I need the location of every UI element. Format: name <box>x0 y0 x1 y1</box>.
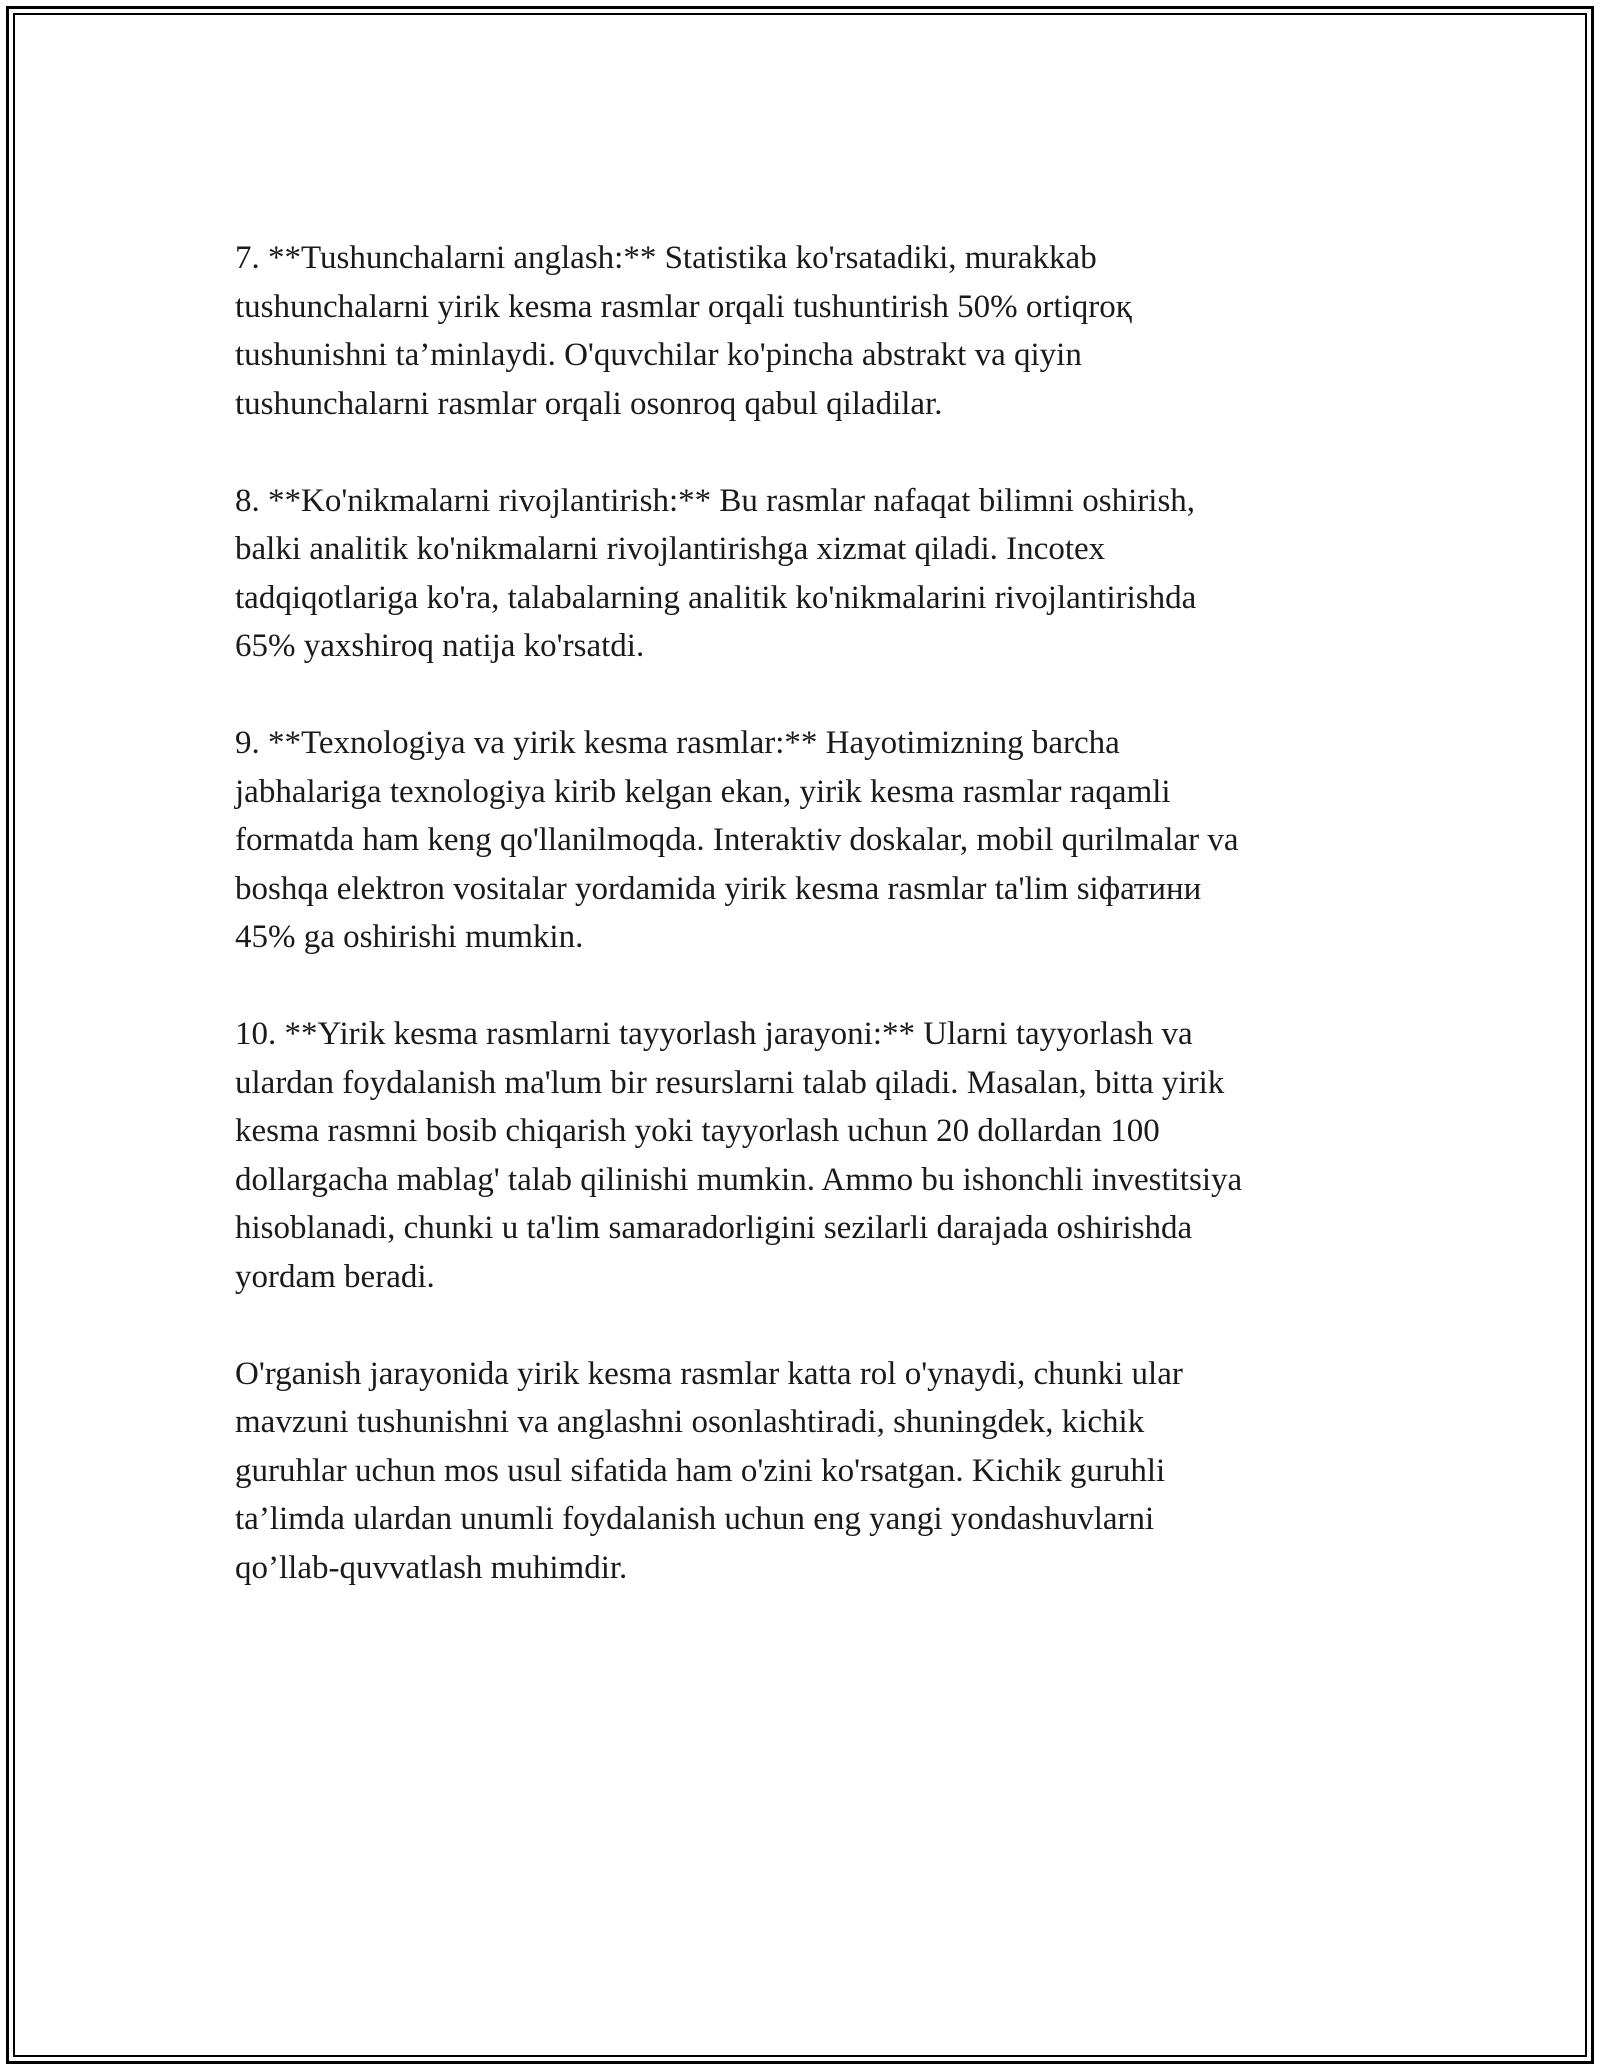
paragraph-10-preparation-process: 10. **Yirik kesma rasmlarni tayyorlash jarayoni:** Ularni tayyorlash va ulardan foydalanish ma'lum bir resurslarni talab qiladi. Masalan, bitta yirik kesma rasmni bosib chiqarish yoki tayyorlash uchun 20 dollardan 100 dollargacha mablag' talab qilinishi mumkin. Ammo bu ishonchli investitsiya hisoblanadi, chunki u ta'lim samaradorligini sezilarli darajada oshirishda yordam beradi. <box>235 1016 1243 1295</box>
paragraph-conclusion: O'rganish jarayonida yirik kesma rasmlar katta rol o'ynaydi, chunki ular mavzuni tushunishni va anglashni osonlashtiradi, shuningdek, kichik guruhlar uchun mos usul sifatida ham o'zini ko'rsatgan. Kichik guruhli ta’limda ulardan unumli foydalanish uchun eng yangi yondashuvlarni qo’llab-quvvatlash muhimdir. <box>235 1355 1183 1586</box>
paragraph-9-technology: 9. **Texnologiya va yirik kesma rasmlar:** Hayotimizning barcha jabhalariga texnologiya kirib kelgan ekan, yirik kesma rasmlar raqamli formatda ham keng qo'llanilmoqda. Interaktiv doskalar, mobil qurilmalar va boshqa elektron vositalar yordamida yirik kesma rasmlar ta'lim siфатини 45% ga oshirishi mumkin. <box>235 725 1239 955</box>
paragraph-8-skill-development: 8. **Ko'nikmalarni rivojlantirish:** Bu rasmlar nafaqat bilimni oshirish, balki analitik ko'nikmalarni rivojlantirishga xizmat qiladi. Incotex tadqiqotlariga ko'ra, talabalarning analitik ko'nikmalarini rivojlantirishda 65% yaxshiroq natija ko'rsatdi. <box>235 482 1197 664</box>
paragraph-7-concept-understanding: 7. **Tushunchalarni anglash:** Statistika ko'rsatadiki, murakkab tushunchalarni yirik kesma rasmlar orqali tushuntirish 50% ortiqroқ tushunishni ta’minlaydi. O'quvchilar ko'pincha abstrakt va qiyin tushunchalarni rasmlar orqali osonroq qabul qiladilar. <box>235 240 1132 422</box>
document-body <box>235 234 1375 1592</box>
